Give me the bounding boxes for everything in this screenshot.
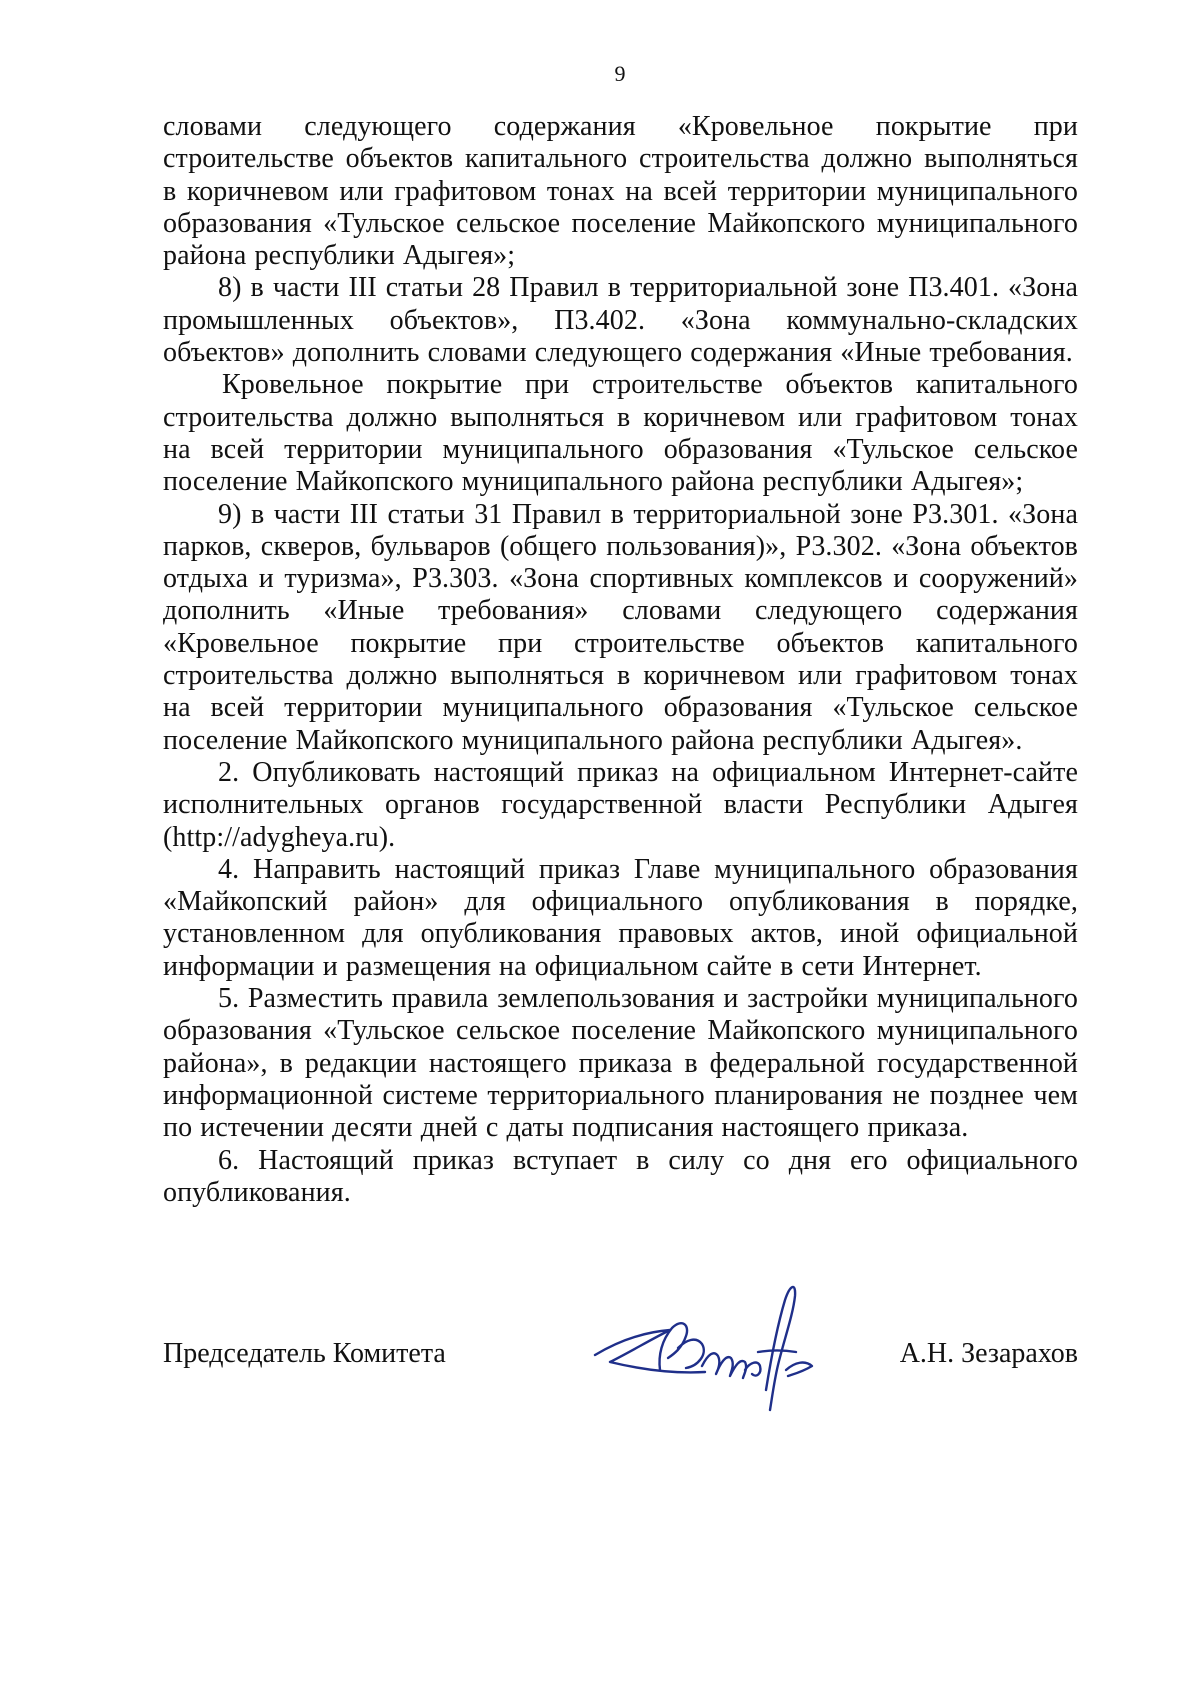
paragraph-item-9: 9) в части III статьи 31 Правил в территориальной зоне Р3.301. «Зона парков, скверов, бульваров (общего пользования)», Р3.302. «Зона объектов отдыха и туризма», Р3.303. «Зона спортивных комплексов и сооружений» дополнить «Иные требования» словами следующего содержания «Кровельное покрытие при строительстве объектов капитального строительства должно выполняться в коричневом или графитовом тонах на всей территории муниципального образования «Тульское сельское поселение Майкопского муниципального района республики Адыгея». xyxy=(163,498,1078,756)
handwritten-signature xyxy=(590,1270,830,1420)
page-number: 9 xyxy=(614,61,626,86)
paragraph-publish-website: 2. Опубликовать настоящий приказ на официальном Интернет-сайте исполнительных органов государственной власти Республики Адыгея (http://adygheya.ru). xyxy=(163,756,1078,853)
paragraph-continuation: словами следующего содержания «Кровельное покрытие при строительстве объектов капитального строительства должно выполняться в коричневом или графитовом тонах на всей территории муниципального образования «Тульское сельское поселение Майкопского муниципального района республики Адыгея»; xyxy=(163,111,1078,272)
paragraph-place-rules: 5. Разместить правила землепользования и застройки муниципального образования «Тульское сельское поселение Майкопского муниципального района», в редакции настоящего приказа в федеральной государственной информационной системе территориального планирования не позднее чем по истечении десяти дней с даты подписания настоящего приказа. xyxy=(163,983,1078,1144)
paragraph-roof-requirement: Кровельное покрытие при строительстве объектов капитального строительства должно выполняться в коричневом или графитовом тонах на всей территории муниципального образования «Тульское сельское поселение Майкопского муниципального района республики Адыгея»; xyxy=(163,369,1078,498)
paragraph-effective-date: 6. Настоящий приказ вступает в силу со дня его официального опубликования. xyxy=(163,1144,1078,1208)
signatory-name: А.Н. Зезарахов xyxy=(899,1338,1078,1369)
paragraph-item-8: 8) в части III статьи 28 Правил в территориальной зоне П3.401. «Зона промышленных объектов», П3.402. «Зона коммунально-складских объектов» дополнить словами следующего содержания «Иные требования. xyxy=(163,272,1078,369)
paragraph-send-to-head: 4. Направить настоящий приказ Главе муниципального образования «Майкопский район» для официального опубликования в порядке, установленном для опубликования правовых актов, иной официальной информации и размещения на официальном сайте в сети Интернет. xyxy=(163,853,1078,982)
signatory-title: Председатель Комитета xyxy=(163,1338,446,1369)
document-body xyxy=(163,111,1078,1209)
